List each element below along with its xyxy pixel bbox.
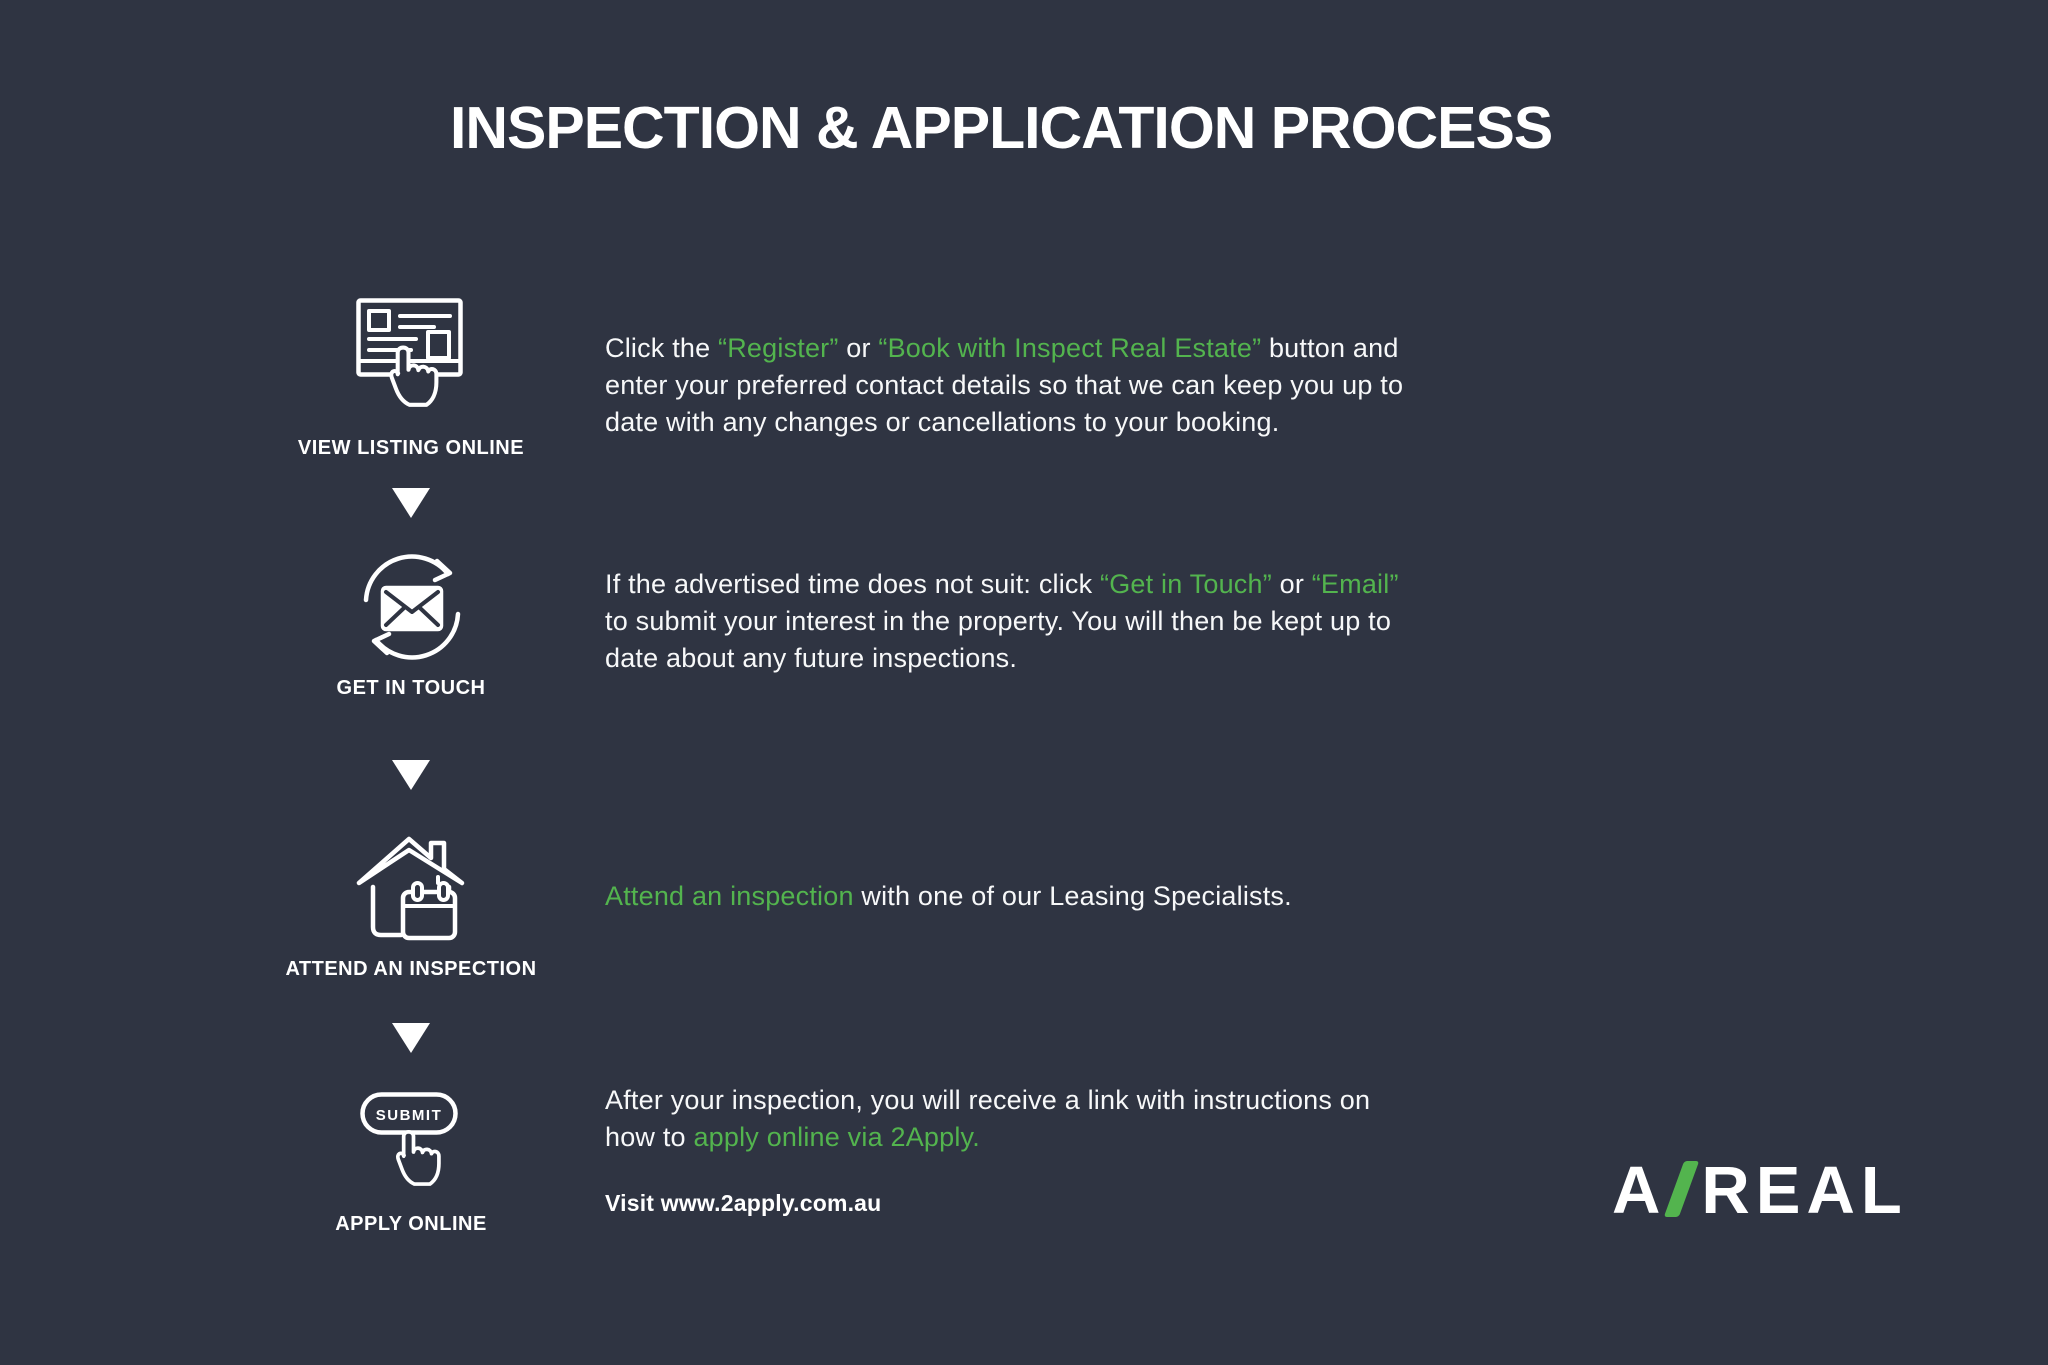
step-description-4: After your inspection, you will receive a link with instructions on how to apply online via 2Apply.	[605, 1085, 1371, 1152]
down-arrow-icon	[392, 1023, 430, 1053]
get-in-touch-email-icon	[357, 552, 467, 662]
attend-inspection-house-calendar-icon	[356, 832, 466, 944]
house-walls	[373, 887, 401, 935]
visit-url-note: Visit www.2apply.com.au	[605, 1190, 882, 1216]
page-title: INSPECTION & APPLICATION PROCESS	[450, 95, 1553, 161]
step-label-apply-online: APPLY ONLINE	[335, 1213, 487, 1235]
areal-logo	[1612, 1152, 1908, 1229]
step-label-attend-inspection: ATTEND AN INSPECTION	[285, 958, 537, 980]
step-label-view-listing-online: VIEW LISTING ONLINE	[297, 437, 525, 459]
logo-word-real: REAL	[1701, 1153, 1908, 1228]
step-label-get-in-touch: GET IN TOUCH	[336, 677, 486, 699]
step-description-3: Attend an inspection with one of our Leasing Specialists.	[605, 881, 1292, 911]
logo-slash-icon	[1664, 1161, 1699, 1217]
down-arrow-icon	[392, 488, 430, 518]
logo-letter-a: A	[1612, 1153, 1667, 1228]
apply-online-submit-icon	[360, 1092, 460, 1194]
view-listing-online-icon	[356, 298, 468, 420]
step-description-2: If the advertised time does not suit: click “Get in Touch” or “Email” to submit your interest in the property. You will then be kept up to date about any future inspections.	[605, 569, 1399, 673]
submit-button-label: SUBMIT	[375, 1107, 443, 1124]
envelope-icon	[383, 588, 441, 629]
pointer-hand-icon	[398, 1132, 439, 1184]
calendar-icon	[403, 883, 455, 938]
down-arrow-icon	[392, 760, 430, 790]
step-description-1: Click the “Register” or “Book with Inspect Real Estate” button and enter your preferred contact details so that we can keep you up to date with any changes or cancellations to your booking.	[605, 333, 1404, 437]
roof-with-chimney	[359, 839, 462, 883]
